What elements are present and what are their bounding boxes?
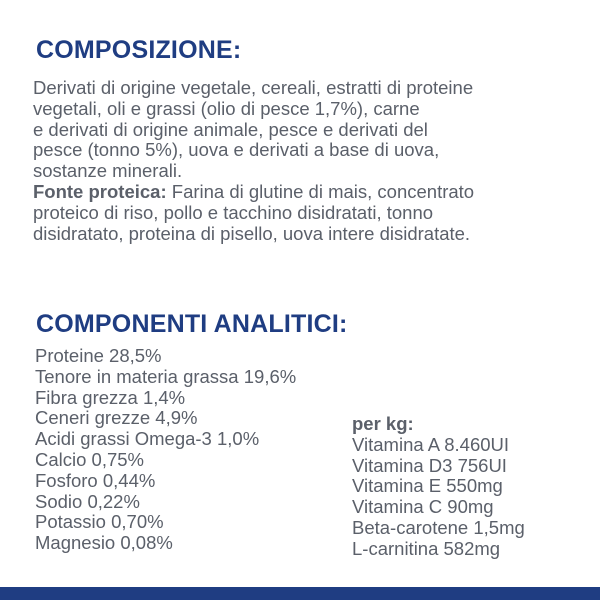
protein-source-label: Fonte proteica: bbox=[33, 180, 167, 202]
per-kg-item: Vitamina E 550mg bbox=[352, 475, 503, 497]
protein-source-paragraph bbox=[33, 182, 593, 244]
ingredients-line: pesce (tonno 5%), uova e derivati a base di uova, bbox=[33, 139, 440, 161]
protein-source-line bbox=[33, 182, 593, 203]
ingredients-line: sostanze minerali. bbox=[33, 160, 183, 182]
component-item: Ceneri grezze 4,9% bbox=[35, 407, 198, 429]
component-item: Calcio 0,75% bbox=[35, 448, 145, 470]
component-item: Fosforo 0,44% bbox=[35, 469, 156, 491]
protein-source-text: Farina di glutine di mais, concentrato bbox=[166, 180, 475, 202]
component-item: Magnesio 0,08% bbox=[35, 532, 173, 554]
ingredients-paragraph bbox=[33, 78, 593, 182]
composition-text bbox=[33, 78, 593, 244]
analytical-components-list bbox=[35, 346, 296, 554]
component-item: Fibra grezza 1,4% bbox=[35, 386, 186, 408]
component-item: Tenore in materia grassa 19,6% bbox=[35, 365, 297, 387]
composition-heading: COMPOSIZIONE: bbox=[36, 36, 242, 64]
per-kg-label: per kg: bbox=[352, 413, 414, 434]
per-kg-item: Vitamina A 8.460UI bbox=[352, 433, 510, 455]
ingredients-line: Derivati di origine vegetale, cereali, estratti di proteine bbox=[33, 77, 474, 98]
component-item: Acidi grassi Omega-3 1,0% bbox=[35, 428, 260, 450]
per-kg-list bbox=[352, 414, 525, 560]
ingredients-line: e derivati di origine animale, pesce e derivati del bbox=[33, 118, 428, 140]
component-item: Sodio 0,22% bbox=[35, 490, 140, 512]
per-kg-item: L-carnitina 582mg bbox=[352, 537, 501, 559]
analytical-heading: COMPONENTI ANALITICI: bbox=[36, 310, 348, 338]
per-kg-item: Vitamina C 90mg bbox=[352, 496, 494, 518]
per-kg-item: Vitamina D3 756UI bbox=[352, 454, 507, 476]
bottom-brand-bar bbox=[0, 587, 600, 600]
ingredients-line: vegetali, oli e grassi (olio di pesce 1,7%), carne bbox=[33, 97, 420, 119]
component-item: Potassio 0,70% bbox=[35, 511, 164, 533]
protein-source-line: disidratato, proteina di pisello, uova intere disidratate. bbox=[33, 222, 471, 244]
protein-source-line: proteico di riso, pollo e tacchino disidratati, tonno bbox=[33, 201, 434, 223]
per-kg-item: Beta-carotene 1,5mg bbox=[352, 516, 525, 538]
component-item: Proteine 28,5% bbox=[35, 345, 162, 366]
